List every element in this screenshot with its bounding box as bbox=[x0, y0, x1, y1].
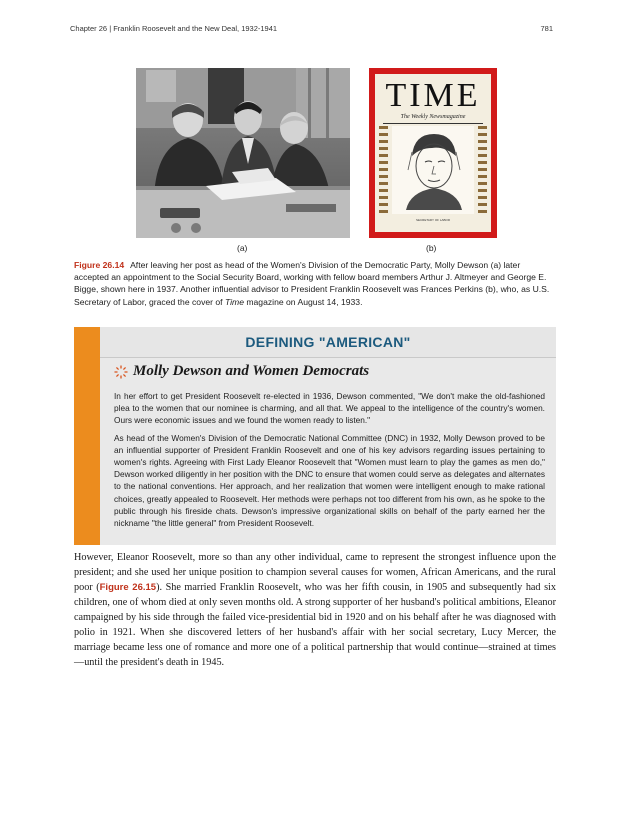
time-masthead: TIME bbox=[385, 77, 481, 114]
decorative-border-right bbox=[478, 126, 487, 216]
defining-american-box bbox=[74, 327, 556, 545]
running-header bbox=[70, 24, 553, 33]
photo-illustration bbox=[136, 68, 350, 238]
cover-caption: SECRETARY OF LABOR bbox=[415, 218, 450, 222]
body-text-1: However, Eleanor Roosevelt, more so than any other individual, came to represent the strongest influence upon the president; and she used her unique position to champion several causes for women, African Americans, and the rural poor ( bbox=[74, 552, 556, 593]
cover-portrait bbox=[392, 126, 474, 214]
time-subtitle: The Weekly Newsmagazine bbox=[400, 114, 466, 120]
figure-caption-text-2: magazine on August 14, 1933. bbox=[243, 296, 363, 307]
chapter-title: Chapter 26 | Franklin Roosevelt and the New Deal, 1932-1941 bbox=[70, 24, 278, 33]
box-paragraph-2: As head of the Women's Division of the Democratic National Committee (DNC) in 1932, Molly Dewson proved to be an influential supporter of President Franklin Roosevelt and one of his key advisors regarding issues pertaining to women's rights. Agreeing with First Lady Eleanor Roosevelt that "Women must learn to play the games as men do," Dewson worked diligently in her position with the DNC to ensure that women could serve as delegates and alternates to the national conventions. Her approach, and her realization that women were intelligent enough to make rational choices, greatly appealed to Roosevelt. Her methods were perhaps not too different from his own, as he spoke to the public through his fireside chats. Dewson's impressive organizational skills on behalf of the party earned her the nickname "the little general" from President Roosevelt. bbox=[114, 432, 545, 529]
portrait-sketch bbox=[392, 126, 474, 210]
time-rule bbox=[383, 123, 483, 124]
subfigure-label-b: (b) bbox=[426, 243, 437, 253]
figure-number: Figure 26.14 bbox=[74, 260, 125, 270]
figure-caption-text-1: After leaving her post as head of the Women's Division of the Democratic Party, Molly Dewson (a) later accepted an appointment to the Social Security Board, working with fellow board members Arthur J. Altmeyer and George E. Bigge, shown here in 1937. Another influential advisor to President Franklin Roosevelt was Frances Perkins (b), who, as U.S. Secretary of Labor, graced the cover of bbox=[74, 260, 550, 307]
box-accent-stripe bbox=[74, 327, 100, 545]
decorative-border-left bbox=[379, 126, 388, 216]
feature-title: Molly Dewson and Women Democrats bbox=[133, 363, 370, 379]
body-paragraph bbox=[74, 550, 556, 670]
subfigure-label-a: (a) bbox=[237, 243, 248, 253]
box-banner: DEFINING "AMERICAN" bbox=[100, 327, 556, 358]
figure-caption bbox=[74, 259, 556, 308]
sunburst-icon bbox=[114, 365, 128, 379]
box-body bbox=[114, 363, 545, 534]
photo-social-security-board bbox=[136, 68, 350, 238]
time-magazine-cover bbox=[369, 68, 497, 238]
time-cover-inner bbox=[375, 74, 491, 232]
figure-26-15-link[interactable]: Figure 26.15 bbox=[99, 582, 157, 593]
figure-caption-italic: Time bbox=[224, 296, 244, 307]
page-number: 781 bbox=[540, 24, 553, 33]
feature-heading bbox=[114, 363, 545, 380]
body-text-2: ). She married Franklin Roosevelt, who was her fifth cousin, in 1905 and subsequently had six children, one of whom died at only seven months old. A strong supporter of her husband's political ambitions, Eleanor campaigned by his side through the failed vice-presidential bid in 1920 and on his behalf after he was diagnosed with polio in 1921. When she discovered letters of her husband's affair with her social secretary, Lucy Mercer, the marriage became less one of romance and more one of a political partnership that would continue—strained at times—until the president's death in 1945. bbox=[74, 582, 556, 668]
box-paragraph-1: In her effort to get President Roosevelt re-elected in 1936, Dewson commented, "We don't make the old-fashioned plea to the women that our nominee is charming, and all that. We appeal to the intelligence of the country's women. Ours were economic issues and we found the women ready to listen." bbox=[114, 391, 545, 426]
